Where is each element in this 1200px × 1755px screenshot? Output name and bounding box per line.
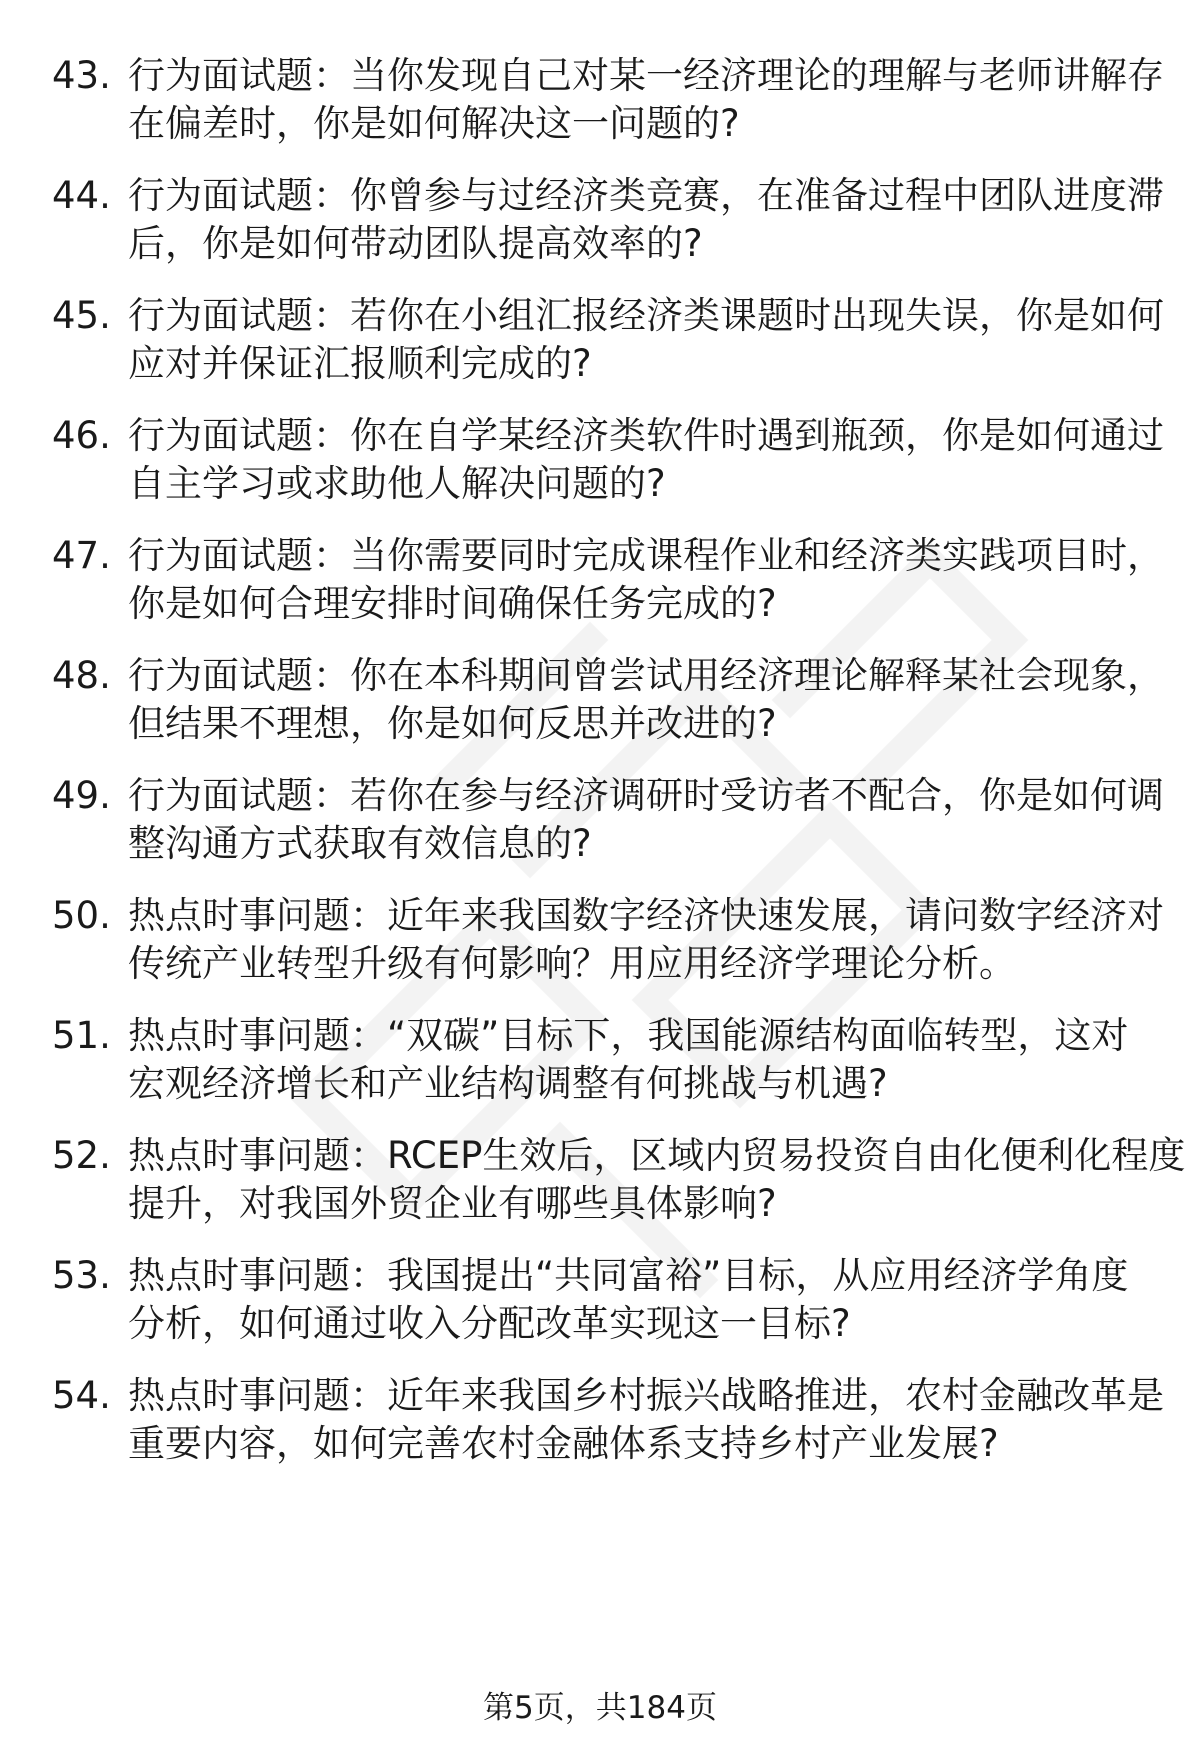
question-text-line2: 在偏差时，你是如何解决这一问题的? xyxy=(128,102,740,145)
question-text-line2: 但结果不理想，你是如何反思并改进的? xyxy=(128,702,777,745)
question-number: 53. xyxy=(52,1254,111,1297)
question-number: 46. xyxy=(52,414,111,457)
question-text-line1: 热点时事问题：我国提出“共同富裕”目标，从应用经济学角度 xyxy=(128,1254,1129,1297)
question-text-line1: 行为面试题：若你在小组汇报经济类课题时出现失误，你是如何 xyxy=(128,294,1164,337)
question-text-line1: 热点时事问题：近年来我国乡村振兴战略推进，农村金融改革是 xyxy=(128,1374,1164,1417)
question-text-line2: 分析，如何通过收入分配改革实现这一目标? xyxy=(128,1302,851,1345)
question-number: 50. xyxy=(52,894,111,937)
question-number: 54. xyxy=(52,1374,111,1417)
question-item xyxy=(0,772,1200,892)
question-text-line2: 应对并保证汇报顺利完成的? xyxy=(128,342,592,385)
question-text-line1: 行为面试题：若你在参与经济调研时受访者不配合，你是如何调 xyxy=(128,774,1164,817)
question-text-line2: 你是如何合理安排时间确保任务完成的? xyxy=(128,582,777,625)
question-number: 43. xyxy=(52,54,111,97)
question-number: 48. xyxy=(52,654,111,697)
question-number: 51. xyxy=(52,1014,111,1057)
question-text-line2: 宏观经济增长和产业结构调整有何挑战与机遇? xyxy=(128,1062,888,1105)
question-item xyxy=(0,652,1200,772)
question-item xyxy=(0,1012,1200,1132)
question-text-line2: 传统产业转型升级有何影响？用应用经济学理论分析。 xyxy=(128,942,1016,985)
question-text-line1: 行为面试题：你曾参与过经济类竞赛，在准备过程中团队进度滞 xyxy=(128,174,1164,217)
question-item xyxy=(0,532,1200,652)
question-item xyxy=(0,292,1200,412)
question-text-line1: 热点时事问题：“双碳”目标下，我国能源结构面临转型，这对 xyxy=(128,1014,1129,1057)
question-text-line2: 后，你是如何带动团队提高效率的? xyxy=(128,222,703,265)
question-item xyxy=(0,172,1200,292)
question-item xyxy=(0,892,1200,1012)
question-item xyxy=(0,412,1200,532)
question-text-line1: 热点时事问题：RCEP生效后，区域内贸易投资自由化便利化程度 xyxy=(128,1134,1186,1177)
question-number: 52. xyxy=(52,1134,111,1177)
question-number: 44. xyxy=(52,174,111,217)
question-item xyxy=(0,1132,1200,1252)
question-number: 47. xyxy=(52,534,111,577)
page-number-footer: 第5页，共184页 xyxy=(483,1690,717,1726)
question-item xyxy=(0,1252,1200,1372)
question-item xyxy=(0,52,1200,172)
question-item xyxy=(0,1372,1200,1492)
question-text-line1: 行为面试题：你在本科期间曾尝试用经济理论解释某社会现象， xyxy=(128,654,1164,697)
question-text-line2: 重要内容，如何完善农村金融体系支持乡村产业发展? xyxy=(128,1422,999,1465)
question-text-line2: 整沟通方式获取有效信息的? xyxy=(128,822,592,865)
question-text-line1: 行为面试题：你在自学某经济类软件时遇到瓶颈，你是如何通过 xyxy=(128,414,1164,457)
question-text-line1: 行为面试题：当你发现自己对某一经济理论的理解与老师讲解存 xyxy=(128,54,1164,97)
question-text-line1: 热点时事问题：近年来我国数字经济快速发展，请问数字经济对 xyxy=(128,894,1164,937)
question-number: 45. xyxy=(52,294,111,337)
question-text-line2: 自主学习或求助他人解决问题的? xyxy=(128,462,666,505)
question-text-line2: 提升，对我国外贸企业有哪些具体影响? xyxy=(128,1182,777,1225)
question-text-line1: 行为面试题：当你需要同时完成课程作业和经济类实践项目时， xyxy=(128,534,1164,577)
question-number: 49. xyxy=(52,774,111,817)
